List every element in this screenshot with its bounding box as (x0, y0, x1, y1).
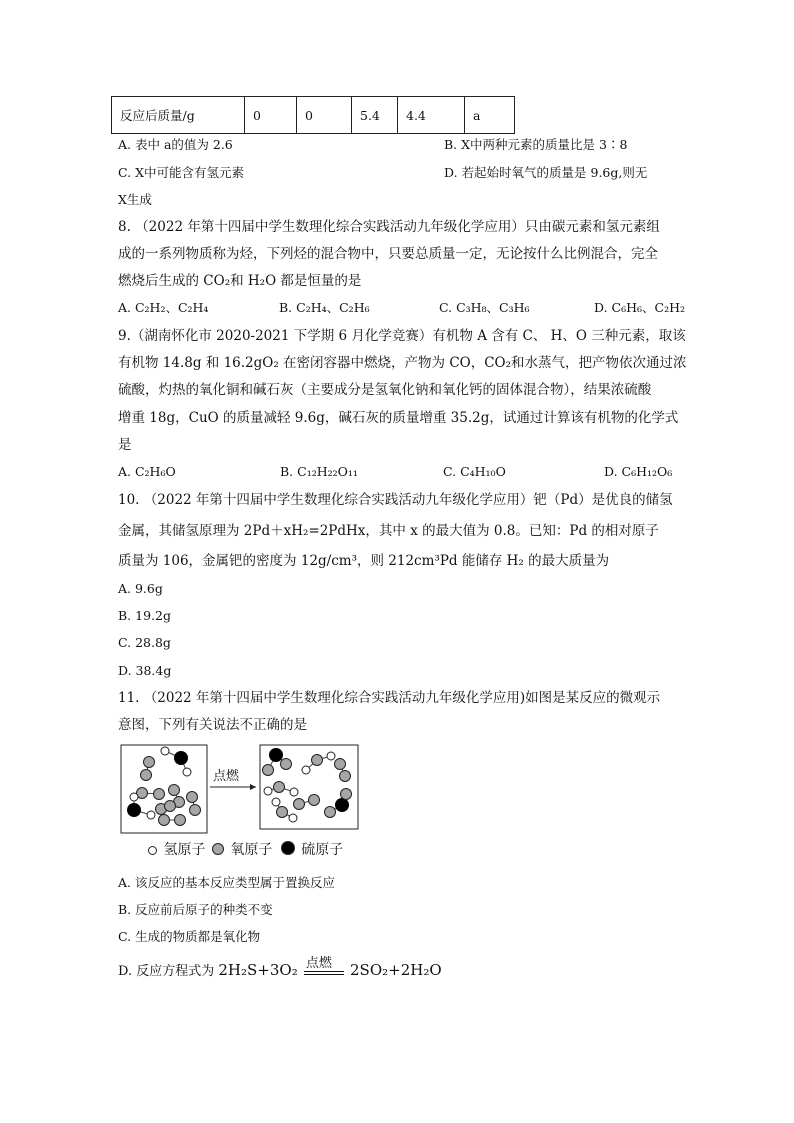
q11-stem-line: 11. （2022 年第十四届中学生数理化综合实践活动九年级化学应用)如图是某反应的微观示 (118, 690, 661, 706)
molecule-so2 (263, 748, 292, 776)
q10-stem-line: 质量为 106，金属钯的密度为 12g/cm³，则 212cm³Pd 能储存 H₂ 的最大质量为 (118, 553, 610, 569)
q11-option-d (118, 958, 442, 979)
q9-stem-line: 有机物 14.8g 和 16.2gO₂ 在密闭容器中燃烧，产物为 CO，CO₂和水蒸气，把产物依次通过浓 (118, 355, 687, 371)
q10-option-a: A. 9.6g (118, 581, 163, 596)
q8-option-b: B. C₂H₄、C₂H₆ (279, 300, 370, 315)
sulfur-atom-icon (281, 841, 295, 855)
equation-left: 2H₂S+3O₂ (218, 961, 298, 979)
q9-option-d: D. C₆H₁₂O₆ (604, 464, 673, 479)
q8-option-a: A. C₂H₂、C₂H₄ (118, 300, 209, 315)
q11-option-a: A. 该反应的基本反应类型属于置换反应 (118, 875, 335, 890)
equation-arrow (302, 958, 346, 978)
molecule-h2o (264, 782, 298, 797)
q11-option-c: C. 生成的物质都是氧化物 (118, 929, 261, 944)
q10-stem-line: 10. （2022 年第十四届中学生数理化综合实践活动九年级化学应用）钯（Pd）是优良的储氢 (118, 492, 673, 508)
equals-bar (304, 971, 344, 972)
q9-option-c: C. C₄H₁₀O (443, 464, 506, 479)
q7-option-b: B. X中两种元素的质量比是 3∶8 (444, 137, 628, 152)
molecule-o2 (335, 759, 351, 782)
table-row (112, 97, 515, 134)
atom-legend (148, 840, 343, 860)
molecule-o2 (141, 757, 155, 781)
q9-stem-line: 硫酸，灼热的氧化铜和碱石灰（主要成分是氢氧化钠和氧化钙的固体混合物），结果浓硫酸 (118, 382, 652, 398)
q8-option-c: C. C₃H₈、C₃H₆ (439, 300, 530, 315)
q7-option-d: D. 若起始时氧气的质量是 9.6g,则无 (444, 165, 648, 180)
molecule-h2s (161, 747, 191, 776)
q9-stem-line: 9.（湖南怀化市 2020-2021 下学期 6 月化学竞赛）有机物 A 含有 C、 H、O 三种元素，取该 (118, 328, 686, 344)
molecule-o2 (294, 795, 320, 810)
table-cell: 4.4 (398, 97, 465, 134)
equals-bar (304, 974, 344, 975)
q7-option-a: A. 表中 a的值为 2.6 (118, 137, 233, 152)
oxygen-atom-icon (212, 843, 224, 855)
q7-option-c: C. X中可能含有氢元素 (118, 165, 244, 180)
q9-option-a: A. C₂H₆O (118, 464, 176, 479)
q10-option-d: D. 38.4g (118, 663, 172, 678)
hydrogen-atom-icon (148, 846, 157, 855)
molecule-h2o (272, 798, 297, 822)
molecule-o2 (156, 801, 176, 815)
molecule-o2 (137, 788, 165, 800)
equation-condition: 点燃 (305, 956, 332, 971)
q10-option-b: B. 19.2g (118, 608, 171, 623)
table-cell: 0 (297, 97, 352, 134)
table-cell: 5.4 (352, 97, 398, 134)
legend-label: 硫原子 (301, 842, 344, 858)
q9-stem-line: 是 (118, 437, 132, 453)
q8-stem-line: 8. （2022 年第十四届中学生数理化综合实践活动九年级化学应用）只由碳元素和氢元素组 (118, 219, 660, 235)
arrow-condition: 点燃 (213, 769, 240, 784)
arrow-head-icon (250, 784, 256, 790)
mass-table (111, 96, 515, 134)
molecule-o2 (187, 792, 201, 816)
q10-option-c: C. 28.8g (118, 635, 171, 650)
q10-stem-line: 金属，其储氢原理为 2Pd＋xH₂=2PdHx，其中 x 的最大值为 0.8。已知：Pd 的相对原子 (118, 523, 659, 539)
legend-label: 氧原子 (230, 842, 273, 858)
molecule-o2 (159, 815, 186, 826)
q11-stem-line: 意图，下列有关说法不正确的是 (118, 717, 307, 733)
equation-right: 2SO₂+2H₂O (350, 961, 442, 979)
q11-option-d-prefix: D. 反应方程式为 (118, 964, 215, 979)
legend-label: 氢原子 (163, 842, 206, 858)
q7-option-d-continued: X生成 (118, 192, 152, 207)
table-cell: a (465, 97, 515, 134)
molecule-so2 (325, 789, 352, 818)
q8-stem-line: 成的一系列物质称为烃，下列烃的混合物中，只要总质量一定，无论按什么比例混合，完全 (118, 246, 658, 262)
molecule-h2o (302, 752, 335, 774)
q8-option-d: D. C₆H₆、C₂H₂ (594, 300, 685, 315)
q8-stem-line: 燃烧后生成的 CO₂和 H₂O 都是恒量的是 (118, 273, 362, 289)
table-row-label: 反应后质量/g (112, 97, 245, 134)
q9-stem-line: 增重 18g，CuO 的质量减轻 9.6g，碱石灰的质量增重 35.2g，试通过计算该有机物的化学式 (118, 410, 679, 426)
table-cell: 0 (245, 97, 297, 134)
q11-option-b: B. 反应前后原子的种类不变 (118, 902, 273, 917)
q9-option-b: B. C₁₂H₂₂O₁₁ (280, 464, 358, 479)
